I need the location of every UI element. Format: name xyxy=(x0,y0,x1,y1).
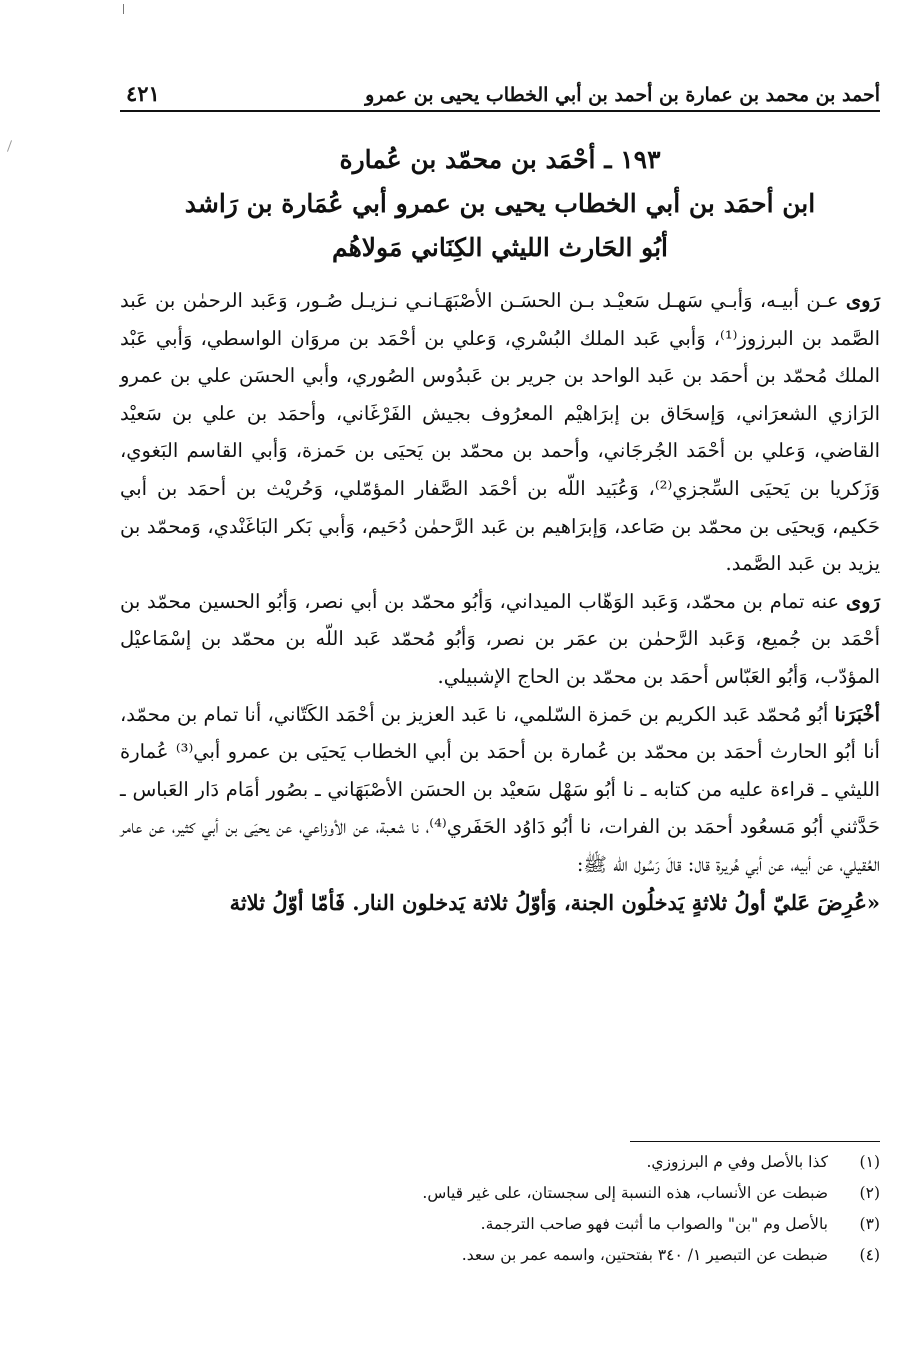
teachers-paragraph xyxy=(120,282,880,583)
footnote-text: كذا بالأصل وفي م البرزوزي. xyxy=(646,1153,828,1171)
footnote-number: (٤) xyxy=(859,1246,880,1264)
hadith-text: «عُرِضَ عَليّ أولُ ثلاثةٍ يَدخلُون الجنة، وَأوّلُ ثلاثة يَدخلون النار. فَأمّا أوّلُ ثلاثة xyxy=(229,889,880,915)
paragraph-lead-word: أخْبَرَنا xyxy=(834,702,880,726)
book-page xyxy=(120,0,880,1351)
page-number: ٤٢١ xyxy=(126,81,160,106)
footnote-text: ضبطت عن الأنساب، هذه النسبة إلى سجستان، على غير قياس. xyxy=(422,1184,828,1202)
footnote xyxy=(120,1240,880,1271)
footnotes xyxy=(120,1147,880,1271)
footnote xyxy=(120,1178,880,1209)
paragraph-text: أبُو مُحمّد عَبد الكريم بن حَمزة السّلمي، نا عَبد العزيز بن أحْمَد الكَتّاني، أنا تمام بن محمّد، أنا أبُو الحارث أحمَد بن محمّد بن عُمارة بن أحمَد بن أبي الخطاب يَحيَى بن عمرو أبي⁽³⁾ عُمارة الليثي ـ قراءة عليه من كتابه ـ نا أبُو سَهْل سَعيْد بن الحسَن الأصْبَهَاني ـ بصُور أمَام دَار العَباس ـ حَدَّثني أبُو مَسعُود أحمَد بن الفرات، نا أبُو دَاوُد الحَفَري⁽⁴⁾، نا شعبة، عن الأوزاعي، عن يحيَى بن أبي كثير، عن عامر العُقيلي، عن أبيه، عن أبي هُريرة قال: قالَ رَسُول اللّه ﷺ: xyxy=(120,702,880,876)
hadith-paragraph xyxy=(120,884,880,923)
footnote-number: (١) xyxy=(859,1153,880,1171)
students-paragraph xyxy=(120,583,880,696)
paragraph-text: عنه تمام بن محمّد، وَعَبد الوَهّاب الميداني، وَأبُو محمّد بن أبي نصر، وَأبُو الحسين محمّد بن أحْمَد بن جُميع، وَعَبد الرَّحمٰن بن عمَر بن نصر، وَأبُو مُحمّد عَبد اللّه بن محمّد بن إسْمَاعيْل المؤدّب، وَأبُو العَبّاس أحمَد بن محمّد بن الحاج الإشبيلي. xyxy=(120,589,880,688)
footnote-text: بالأصل وم "بن" والصواب ما أثبت فهو صاحب الترجمة. xyxy=(480,1215,828,1233)
footnote-number: (٢) xyxy=(859,1184,880,1202)
paragraph-lead-word: رَوى xyxy=(845,289,880,312)
entry-title-line-3: أبُو الحَارث الليثي الكِنَاني مَولاهُم xyxy=(331,233,669,262)
entry-title xyxy=(120,138,880,270)
running-title: أحمد بن محمد بن عمارة بن أحمد بن أبي الخطاب يحيى بن عمرو xyxy=(365,84,880,106)
footnote-text: ضبطت عن التبصير ١/ ٣٤٠ بفتحتين، واسمه عمر بن سعد. xyxy=(461,1246,828,1264)
main-text xyxy=(120,282,880,922)
paragraph-lead-word: رَوى xyxy=(845,589,880,613)
footnote xyxy=(120,1147,880,1178)
footnote xyxy=(120,1209,880,1240)
footnote-number: (٣) xyxy=(859,1215,880,1233)
isnad-paragraph xyxy=(120,696,880,884)
footnote-separator xyxy=(630,1141,880,1142)
paragraph-text: عـن أبيـه، وَأبـي سَهـل سَعيْـد بـن الحسَـن الأصْبَهَـانـي نـزيـل صُـور، وَعَبد الرحمٰن بن عَبد الصَّمد بن البرزوز⁽¹⁾، وَأبي عَبد الملك البُسْري، وَعلي بن أحْمَد بن مروَان الواسطي، وَأبي عَبْد الملك مُحمّد بن أحمَد بن عَبد الواحد بن جرير بن عَبدُوس الصُوري، وأبي الحسَن علي بن عمرو الرَازي الشعرَاني، وَإسحَاق بن إبرَاهيْم المعرُوف بجيش الفَرْغَاني، وأحمَد بن علي بن سَعيْد القاضي، وَعلي بن أحْمَد الجُرجَاني، وأحمد بن محمّد بن يَحيَى بن حَمزة، وَأبي القاسم البَغوي، وَزَكريا بن يَحيَى السِّجزي⁽²⁾، وَعُبَيد اللّه بن أحْمَد الصَّفار المؤمّلي، وَحُريْث بن أحمَد بن أبي حَكيم، وَيحيَى بن محمّد بن صَاعد، وَإبرَاهيم بن عَبد الرَّحمٰن دُحَيم، وَأبي بَكر البَاغَنْدي، وَمحمّد بن يزيد بن عَبد الصَّمد. xyxy=(120,289,880,576)
entry-title-line-1: ١٩٣ ـ أحْمَد بن محمّد بن عُمارة xyxy=(339,145,661,174)
margin-stray-mark xyxy=(7,140,12,152)
running-header xyxy=(120,72,880,112)
entry-title-line-2: ابن أحمَد بن أبي الخطاب يحيى بن عمرو أبي عُمَارة بن رَاشد xyxy=(184,189,816,218)
